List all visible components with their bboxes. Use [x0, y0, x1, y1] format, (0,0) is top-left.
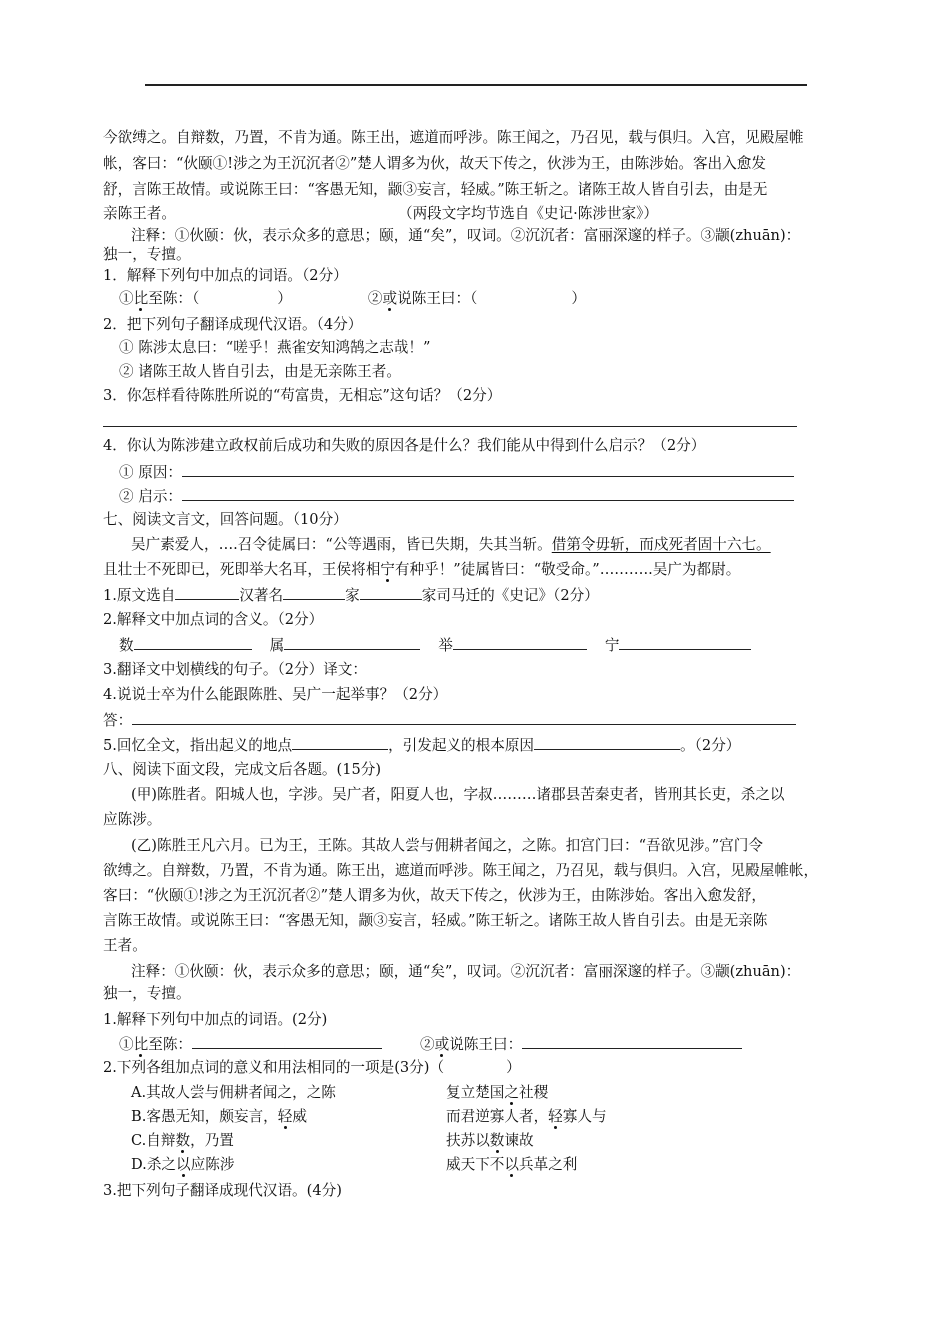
dotted-word: 比 [133, 1036, 149, 1053]
option-c[interactable]: C.自辩数，乃置 [131, 1132, 234, 1149]
dotted-word: 以 [176, 1156, 191, 1173]
question-1-title: 1．解释下列句中加点的词语。（2分） [103, 267, 348, 284]
question-3-title: 3．你怎样看待陈胜所说的“苟富贵，无相忘”这句话？（2分） [103, 387, 502, 404]
passage-line: 舒，言陈王故情。或说陈王曰：“客愚无知，颛③妄言，轻威。”陈王斩之。诸陈王故人皆自引去，由是无 [103, 181, 768, 198]
answer-blank[interactable] [132, 710, 796, 725]
answer-line[interactable] [103, 410, 797, 427]
section-7-q5: 5.回忆全文，指出起义的地点 ，引发起义的根本原因 。（2分） [103, 737, 741, 754]
section-7-q4: 4.说说士卒为什么能跟陈胜、吴广一起举事？（2分） [103, 686, 448, 703]
dotted-word: 轻 [277, 1108, 293, 1125]
question-4-inspiration: ② 启示： [119, 486, 794, 507]
question-2-title: 2．把下列句子翻译成现代汉语。（4分） [103, 316, 363, 333]
dotted-word: 比 [133, 290, 149, 307]
section-7-q2-words: 数 属 举 宁 [119, 635, 751, 656]
option-a-pair: 复立楚国之社稷 [446, 1084, 549, 1101]
section-7-q3: 3.翻译文中划横线的句子。（2分）译文： [103, 661, 368, 678]
passage-yi: 言陈王故情。或说陈王曰：“客愚无知，颛③妄言，轻威。”陈王斩之。诸陈王故人皆自引去。由是无亲陈 [103, 912, 768, 929]
answer-blank[interactable] [522, 1034, 742, 1049]
passage-line: 帐，客曰：“伙颐①!涉之为王沉沉者②”楚人谓多为伙，故天下传之，伙涉为王，由陈涉始。客出入愈发 [103, 155, 766, 172]
passage-jia: (甲)陈胜者。阳城人也，字涉。吴广者，阳夏人也，字叔………诸郡县苦秦吏者，皆刑其长吏，杀之以 [131, 786, 785, 803]
dotted-word: 或 [434, 1036, 450, 1053]
answer-blank[interactable] [283, 585, 345, 600]
passage-yi: 客曰：“伙颐①!涉之为王沉沉者②”楚人谓多为伙，故天下传之，伙涉为王，由陈涉始。客出入愈发舒， [103, 887, 766, 904]
passage-line: 吴广素爱人，….召令徒属曰：“公等遇雨，皆已失期，失其当斩。借第令毋斩，而戍死者固十六七。 [131, 536, 771, 553]
option-c-pair: 扶苏以数谏故 [446, 1132, 534, 1149]
passage-line: 亲陈王者。 （两段文字均节选自《史记·陈涉世家》） [103, 205, 659, 222]
answer-blank[interactable] [534, 735, 680, 750]
question-4-title: 4．你认为陈涉建立政权前后成功和失败的原因各是什么？我们能从中得到什么启示？（2分） [103, 437, 706, 454]
question-4-reason: ① 原因： [119, 462, 794, 483]
annotation-line: 独一，专擅。 [103, 246, 191, 263]
passage-jia: 应陈涉。 [103, 811, 162, 828]
annotation-line: 注释：①伙颐：伙，表示众多的意思；颐，通“矣”，叹词。②沉沉者：富丽深邃的样子。③颛(zhuān)： [131, 963, 801, 980]
passage-line: 且壮士不死即已，死即举大名耳，王侯将相宁有种乎！”徒属皆曰：“敬受命。”………..吴广为都尉。 [103, 561, 741, 578]
option-b[interactable]: B.客愚无知，颇妄言，轻威 [131, 1108, 307, 1125]
answer-blank[interactable] [360, 585, 422, 600]
passage-yi: 欲缚之。自辩数，乃置，不肯为通。陈王出，遮道而呼涉。陈王闻之，乃召见，载与俱归。入宫，见殿屋帷帐， [103, 862, 819, 879]
section-7-q2-title: 2.解释文中加点词的含义。（2分） [103, 611, 324, 628]
dotted-word: 数 [175, 1132, 191, 1149]
annotation-line: 注释：①伙颐：伙，表示众多的意思；颐，通“矣”，叹词。②沉沉者：富丽深邃的样子。③颛(zhuān)： [131, 227, 801, 244]
section-7-answer: 答： [103, 710, 796, 731]
passage-yi: 王者。 [103, 937, 147, 954]
dotted-word: 或 [382, 290, 398, 307]
underlined-sentence: 借第令毋斩，而戍死者固十六七。 [551, 536, 771, 553]
answer-blank[interactable] [284, 635, 420, 650]
passage-line: 今欲缚之。自辩数，乃置，不肯为通。陈王出，遮道而呼涉。陈王闻之，乃召见，载与俱归。入宫，见殿屋帷 [103, 129, 804, 146]
option-b-pair: 而君逆寡人者，轻寡人与 [446, 1108, 607, 1125]
question-2-item: ① 陈涉太息曰：“嗟乎！燕雀安知鸿鹄之志哉！” [119, 339, 431, 356]
question-2-item: ② 诸陈王故人皆自引去，由是无亲陈王者。 [119, 363, 401, 380]
header-rule [145, 84, 807, 86]
answer-blank[interactable] [453, 635, 587, 650]
answer-blank[interactable] [175, 585, 239, 600]
section-8-title: 八、阅读下面文段，完成文后各题。(15分) [103, 761, 382, 778]
dotted-word: 之 [504, 1084, 519, 1101]
option-a[interactable]: A.其故人尝与佣耕者闻之，之陈 [131, 1084, 336, 1101]
answer-blank[interactable] [619, 635, 751, 650]
dotted-word: 数 [489, 1132, 505, 1149]
option-d[interactable]: D.杀之以应陈涉 [131, 1156, 235, 1173]
section-8-q1-items: ①比至陈： ②或说陈王曰： [119, 1034, 742, 1055]
answer-blank[interactable] [134, 635, 252, 650]
answer-blank[interactable] [182, 486, 794, 501]
section-8-q2-title: 2.下列各组加点词的意义和用法相同的一项是(3分)（ ） [103, 1059, 521, 1076]
dotted-word: 以 [504, 1156, 519, 1173]
option-d-pair: 威天下不以兵革之利 [446, 1156, 578, 1173]
section-8-q1-title: 1.解释下列句中加点的词语。(2分) [103, 1011, 328, 1028]
section-7-title: 七、阅读文言文，回答问题。（10分） [103, 511, 348, 528]
question-1-items: ①比至陈：（ ） ②或说陈王曰：（ ） [119, 290, 586, 307]
answer-blank[interactable] [192, 1034, 382, 1049]
passage-yi: (乙)陈胜王凡六月。已为王，王陈。其故人尝与佣耕者闻之，之陈。扣宫门曰：“吾欲见涉。”宫门令 [131, 837, 763, 854]
annotation-line: 独一，专擅。 [103, 985, 191, 1002]
dotted-word: 轻 [548, 1108, 563, 1125]
section-7-q1: 1.原文选自 汉著名 家 家司马迁的《史记》（2分） [103, 587, 599, 604]
source-citation: （两段文字均节选自《史记·陈涉世家》） [397, 205, 659, 222]
dotted-word: 宁 [380, 561, 395, 578]
answer-blank[interactable] [292, 735, 388, 750]
answer-blank[interactable] [182, 462, 794, 477]
section-8-q3-title: 3.把下列句子翻译成现代汉语。(4分) [103, 1182, 342, 1199]
